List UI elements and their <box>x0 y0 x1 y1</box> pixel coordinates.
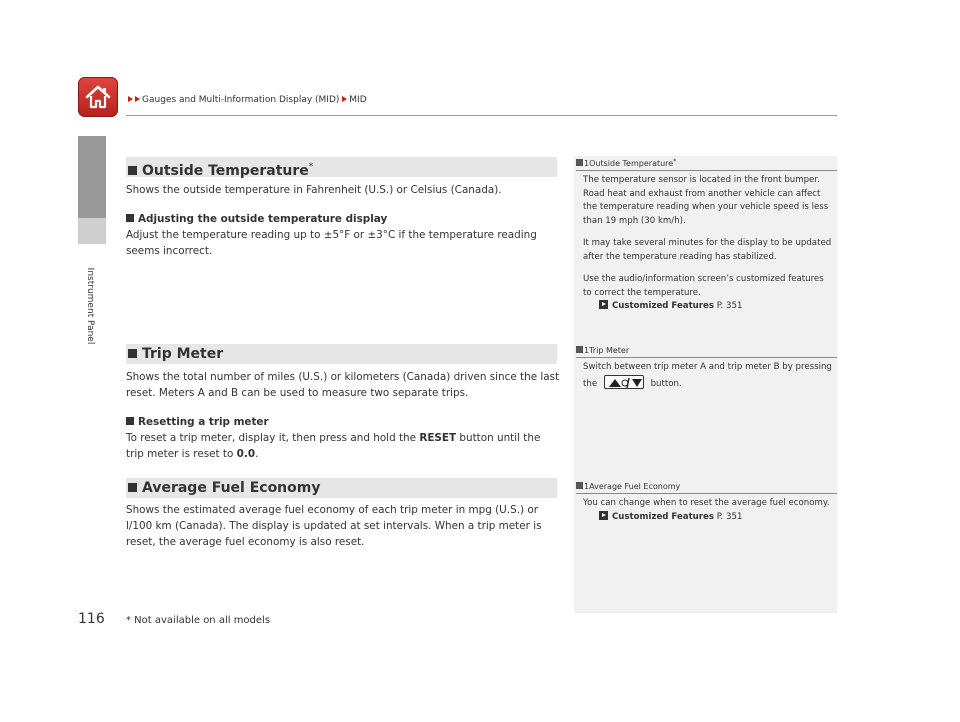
trip-meter-body: Shows the total number of miles (U.S.) or kilometers (Canada) driven since the last reset. Meters A and B can be used to measure two separate trips. <box>126 371 560 399</box>
reference-arrow-icon <box>599 511 608 520</box>
reset-trip-meter-body: To reset a trip meter, display it, then press and hold the RESET button until the trip meter is reset to 0.0. <box>126 432 541 460</box>
note-title-outside-temperature: 1Outside Temperature* <box>576 158 676 168</box>
side-tab-marker-light <box>78 218 106 244</box>
home-button[interactable] <box>78 77 118 117</box>
side-tab-marker <box>78 136 106 218</box>
breadcrumb-item-mid[interactable]: MID <box>349 95 367 105</box>
breadcrumb <box>128 95 367 105</box>
subsection-title-adjust-temperature: Adjusting the outside temperature display <box>126 213 387 225</box>
home-icon <box>84 83 112 111</box>
section-square-icon <box>128 349 137 358</box>
note-divider <box>576 493 837 494</box>
note-title-average-fuel-economy: 1Average Fuel Economy <box>576 482 680 491</box>
note-body-trip-meter: Switch between trip meter A and trip meter B by pressing the button. <box>583 362 832 389</box>
chevron-right-icon <box>135 96 140 102</box>
note-body-average-fuel-economy: You can change when to reset the average fuel economy. Customized Features P. 351 <box>583 497 835 524</box>
note-title-trip-meter: 1Trip Meter <box>576 346 629 355</box>
average-fuel-economy-body: Shows the estimated average fuel economy of each trip meter in mpg (U.S.) or l/100 km (Canada). The display is updated at set intervals. When a trip meter is reset, the average fuel economy is also reset. <box>126 504 542 548</box>
breadcrumb-item-gauges[interactable]: Gauges and Multi-Information Display (MID) <box>142 95 340 105</box>
chevron-right-icon <box>342 96 347 102</box>
note-marker-icon <box>576 346 583 353</box>
section-title-outside-temperature: Outside Temperature* <box>126 157 557 177</box>
page-number: 116 <box>78 611 105 627</box>
note-marker-icon <box>576 482 583 489</box>
section-title-trip-meter: Trip Meter <box>126 344 557 364</box>
volume-up-down-button-icon <box>604 375 644 389</box>
reset-value: 0.0 <box>236 448 256 460</box>
footnote: * Not available on all models <box>126 615 271 626</box>
reference-arrow-icon <box>599 300 608 309</box>
outside-temperature-body: Shows the outside temperature in Fahrenheit (U.S.) or Celsius (Canada). <box>126 184 502 196</box>
note-body-outside-temperature: The temperature sensor is located in the front bumper. Road heat and exhaust from another vehicle can affect the temperature reading when your vehicle speed is less than 19 mph (30 km/h). It may take several minutes for the display to be updated after the temperature reading has stabilized. Use the audio/information screen’s customized features to correct the temperature. Customized Features P. 351 <box>583 174 835 314</box>
section-square-icon <box>128 166 137 175</box>
note-divider <box>576 357 837 358</box>
subsection-square-icon <box>126 214 134 222</box>
chevron-right-icon <box>128 96 133 102</box>
adjust-temperature-body: Adjust the temperature reading up to ±5°F or ±3°C if the temperature reading seems incorrect. <box>126 229 537 257</box>
note-marker-icon <box>576 159 583 166</box>
section-square-icon <box>128 483 137 492</box>
cross-reference-customized-features[interactable]: Customized Features P. 351 <box>583 511 835 525</box>
note-divider <box>576 170 837 171</box>
cross-reference-customized-features[interactable]: Customized Features P. 351 <box>583 300 835 314</box>
subsection-square-icon <box>126 417 134 425</box>
chapter-label: Instrument Panel <box>85 267 95 345</box>
section-title-average-fuel-economy: Average Fuel Economy <box>126 478 557 498</box>
subsection-title-reset-trip-meter: Resetting a trip meter <box>126 416 269 428</box>
header-divider <box>126 115 837 116</box>
reset-button-label: RESET <box>419 432 457 444</box>
